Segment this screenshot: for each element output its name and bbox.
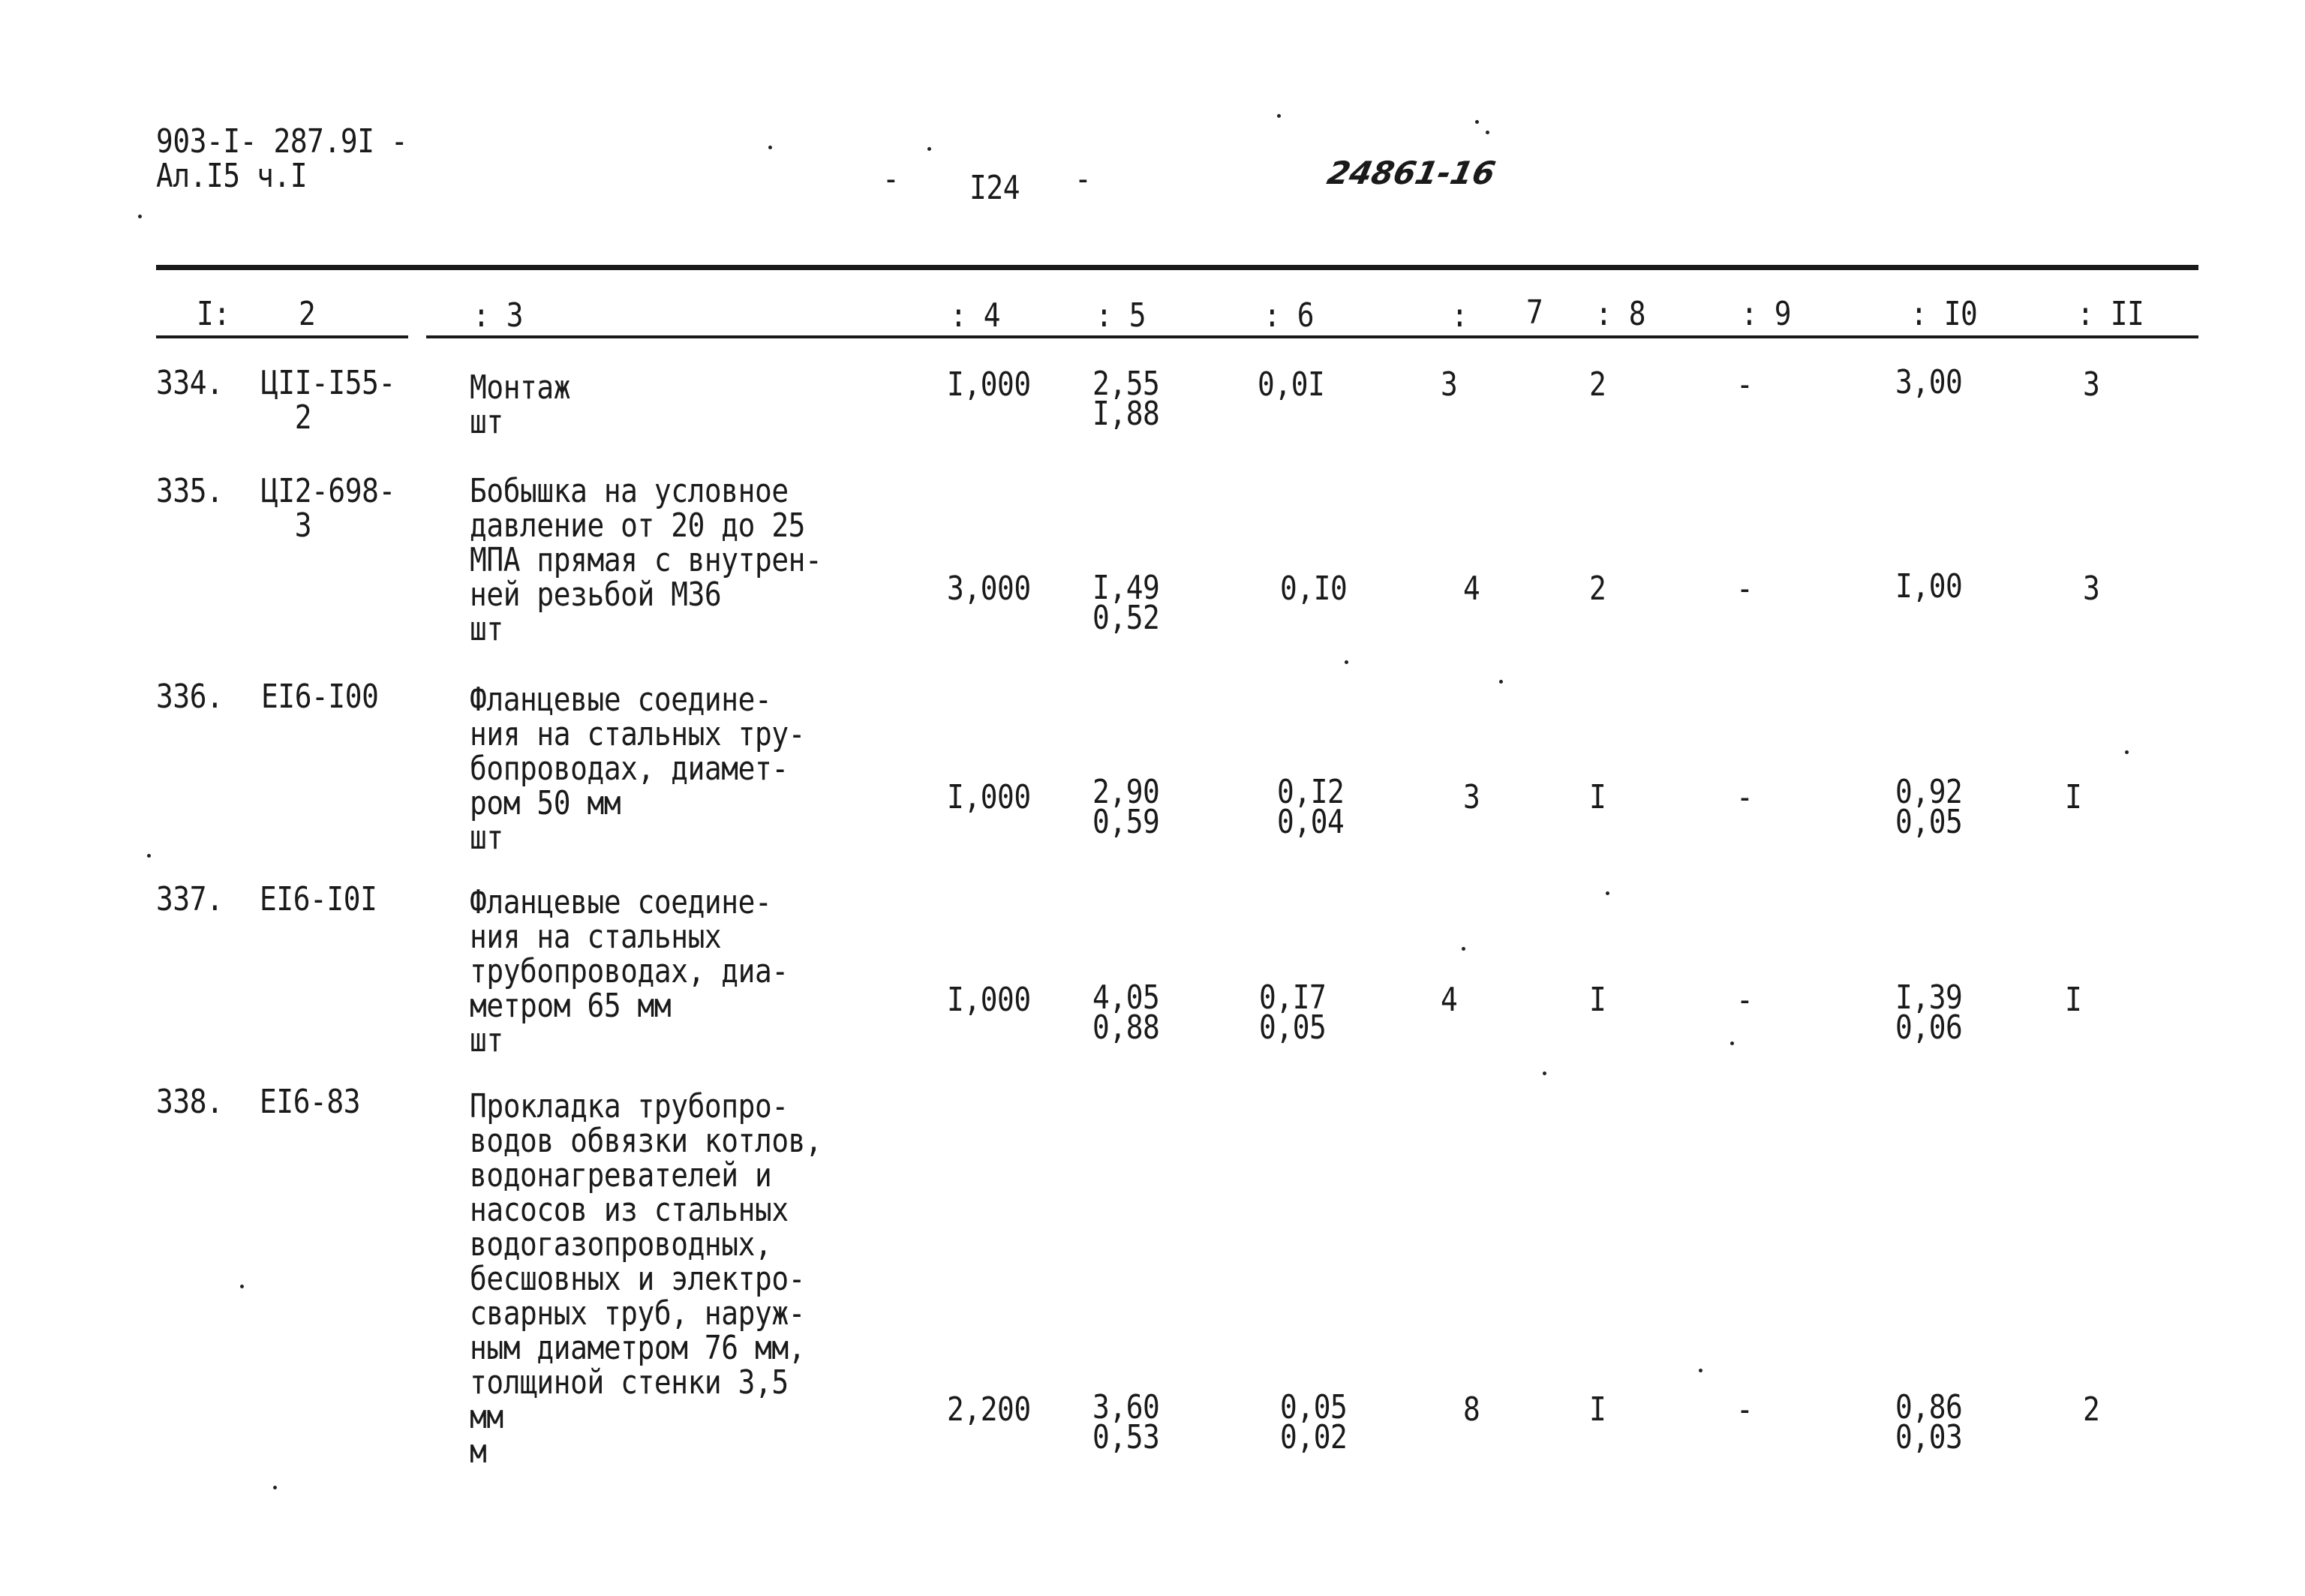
col-header-3: : 3 (473, 296, 524, 335)
page-number-dash-right: - (1074, 160, 1092, 198)
cell-col6: 0,I0 (1280, 570, 1348, 608)
cell-col9: - (1736, 1390, 1754, 1429)
cell-col6: 0,I2 0,04 (1277, 773, 1345, 841)
scan-speck (273, 1486, 277, 1489)
col-header-2: 2 (299, 295, 316, 333)
cell-col5: 2,55 I,88 (1092, 365, 1160, 433)
cell-col5: I,49 0,52 (1092, 569, 1160, 637)
page-number-dash-left: - (882, 160, 900, 198)
cell-col7: 3 (1463, 778, 1480, 816)
cell-quantity: 2,200 (947, 1390, 1031, 1429)
row-number: 336. (156, 678, 224, 716)
sheet-reference: Ал.I5 ч.I (156, 157, 308, 195)
scan-speck (768, 146, 772, 149)
cell-col7: 4 (1463, 570, 1480, 608)
work-description: Бобышка на условное давление от 20 до 25 МПА прямая с внутрен- ней резьбой М36 шт (470, 472, 822, 648)
cell-col8: 2 (1589, 570, 1606, 608)
scan-speck (1475, 120, 1479, 124)
cell-col7: 3 (1441, 365, 1458, 404)
col-header-1: I: (197, 295, 230, 333)
inventory-stamp: 24861-16 (1324, 155, 1499, 191)
cell-col8: 2 (1589, 365, 1606, 404)
scan-speck (1543, 1072, 1546, 1075)
rate-code: EI6-I0I (260, 880, 377, 918)
cell-col8: I (1589, 1390, 1606, 1429)
cell-col11: 3 (2083, 570, 2100, 608)
cell-col10: 0,92 0,05 (1895, 773, 1963, 841)
cell-col11: 3 (2083, 365, 2100, 404)
cell-col8: I (1589, 778, 1606, 816)
cell-col6: 0,0I (1258, 365, 1325, 404)
rate-code: ЦII-I55- 2 (261, 364, 395, 437)
scan-speck (1606, 891, 1609, 895)
scan-speck (1462, 947, 1465, 951)
scan-speck (138, 215, 142, 218)
cell-quantity: I,000 (947, 365, 1031, 404)
cell-col10: I,39 0,06 (1895, 978, 1963, 1047)
col-header-9: : 9 (1741, 295, 1792, 333)
scan-speck (1699, 1369, 1702, 1372)
cell-col9: - (1736, 981, 1754, 1019)
scan-speck (1277, 114, 1281, 118)
table-top-rule (156, 265, 2198, 270)
rate-code: ЦI2-698- 3 (261, 472, 395, 545)
rate-code: EI6-83 (260, 1083, 361, 1121)
cell-col8: I (1589, 981, 1606, 1019)
row-number: 338. (156, 1083, 224, 1121)
cell-col5: 2,90 0,59 (1092, 773, 1160, 841)
col-header-7-separator: : (1451, 296, 1468, 335)
col-header-8: : 8 (1595, 295, 1646, 333)
col-header-11: : II (2077, 295, 2144, 333)
scan-speck (927, 147, 931, 151)
scan-speck (1730, 1041, 1734, 1045)
cell-col10: 3,00 (1895, 363, 1963, 401)
cell-col9: - (1736, 778, 1754, 816)
page-number: I24 (969, 169, 1020, 207)
row-number: 334. (156, 364, 224, 402)
header-underline-col1-2 (156, 335, 408, 338)
scan-speck (1345, 660, 1348, 664)
cell-col11: I (2065, 778, 2082, 816)
cell-col9: - (1736, 365, 1754, 404)
row-number: 335. (156, 472, 224, 510)
cell-quantity: I,000 (947, 778, 1031, 816)
row-number: 337. (156, 880, 224, 918)
col-header-6: : 6 (1264, 296, 1315, 335)
scan-speck (147, 854, 151, 858)
cell-quantity: 3,000 (947, 570, 1031, 608)
work-description: Монтаж шт (470, 368, 571, 441)
scan-speck (1499, 680, 1503, 684)
col-header-5: : 5 (1095, 296, 1146, 335)
rate-code: EI6-I00 (261, 678, 379, 716)
cell-col5: 4,05 0,88 (1092, 978, 1160, 1047)
scan-speck (2125, 750, 2129, 754)
cell-col6: 0,05 0,02 (1280, 1388, 1348, 1456)
cell-col9: - (1736, 570, 1754, 608)
work-description: Прокладка трубопро- водов обвязки котлов, водонагревателей и насосов из стальных водогазопроводных, бесшовных и электро- сварных труб, наруж- ным диаметром 76 мм, толщиной стенки 3,5 мм м (470, 1087, 822, 1471)
scan-speck (1486, 131, 1489, 134)
cell-col7: 4 (1441, 981, 1458, 1019)
cell-col7: 8 (1463, 1390, 1480, 1429)
cell-col5: 3,60 0,53 (1092, 1388, 1160, 1456)
cell-col11: 2 (2083, 1390, 2100, 1429)
work-description: Фланцевые соедине- ния на стальных тру- бопроводах, диамет- ром 50 мм шт (470, 681, 806, 857)
header-underline-rest (426, 335, 2198, 338)
cell-col11: I (2065, 981, 2082, 1019)
document-code: 903-I- 287.9I - (156, 122, 408, 161)
col-header-10: : I0 (1910, 295, 1978, 333)
cell-col6: 0,I7 0,05 (1259, 978, 1327, 1047)
cell-col10: 0,86 0,03 (1895, 1388, 1963, 1456)
work-description: Фланцевые соедине- ния на стальных трубопроводах, диа- метром 65 мм шт (470, 883, 789, 1059)
col-header-7: 7 (1526, 293, 1543, 332)
scan-speck (240, 1285, 244, 1288)
cell-quantity: I,000 (947, 981, 1031, 1019)
col-header-4: : 4 (950, 296, 1001, 335)
cell-col10: I,00 (1895, 567, 1963, 606)
